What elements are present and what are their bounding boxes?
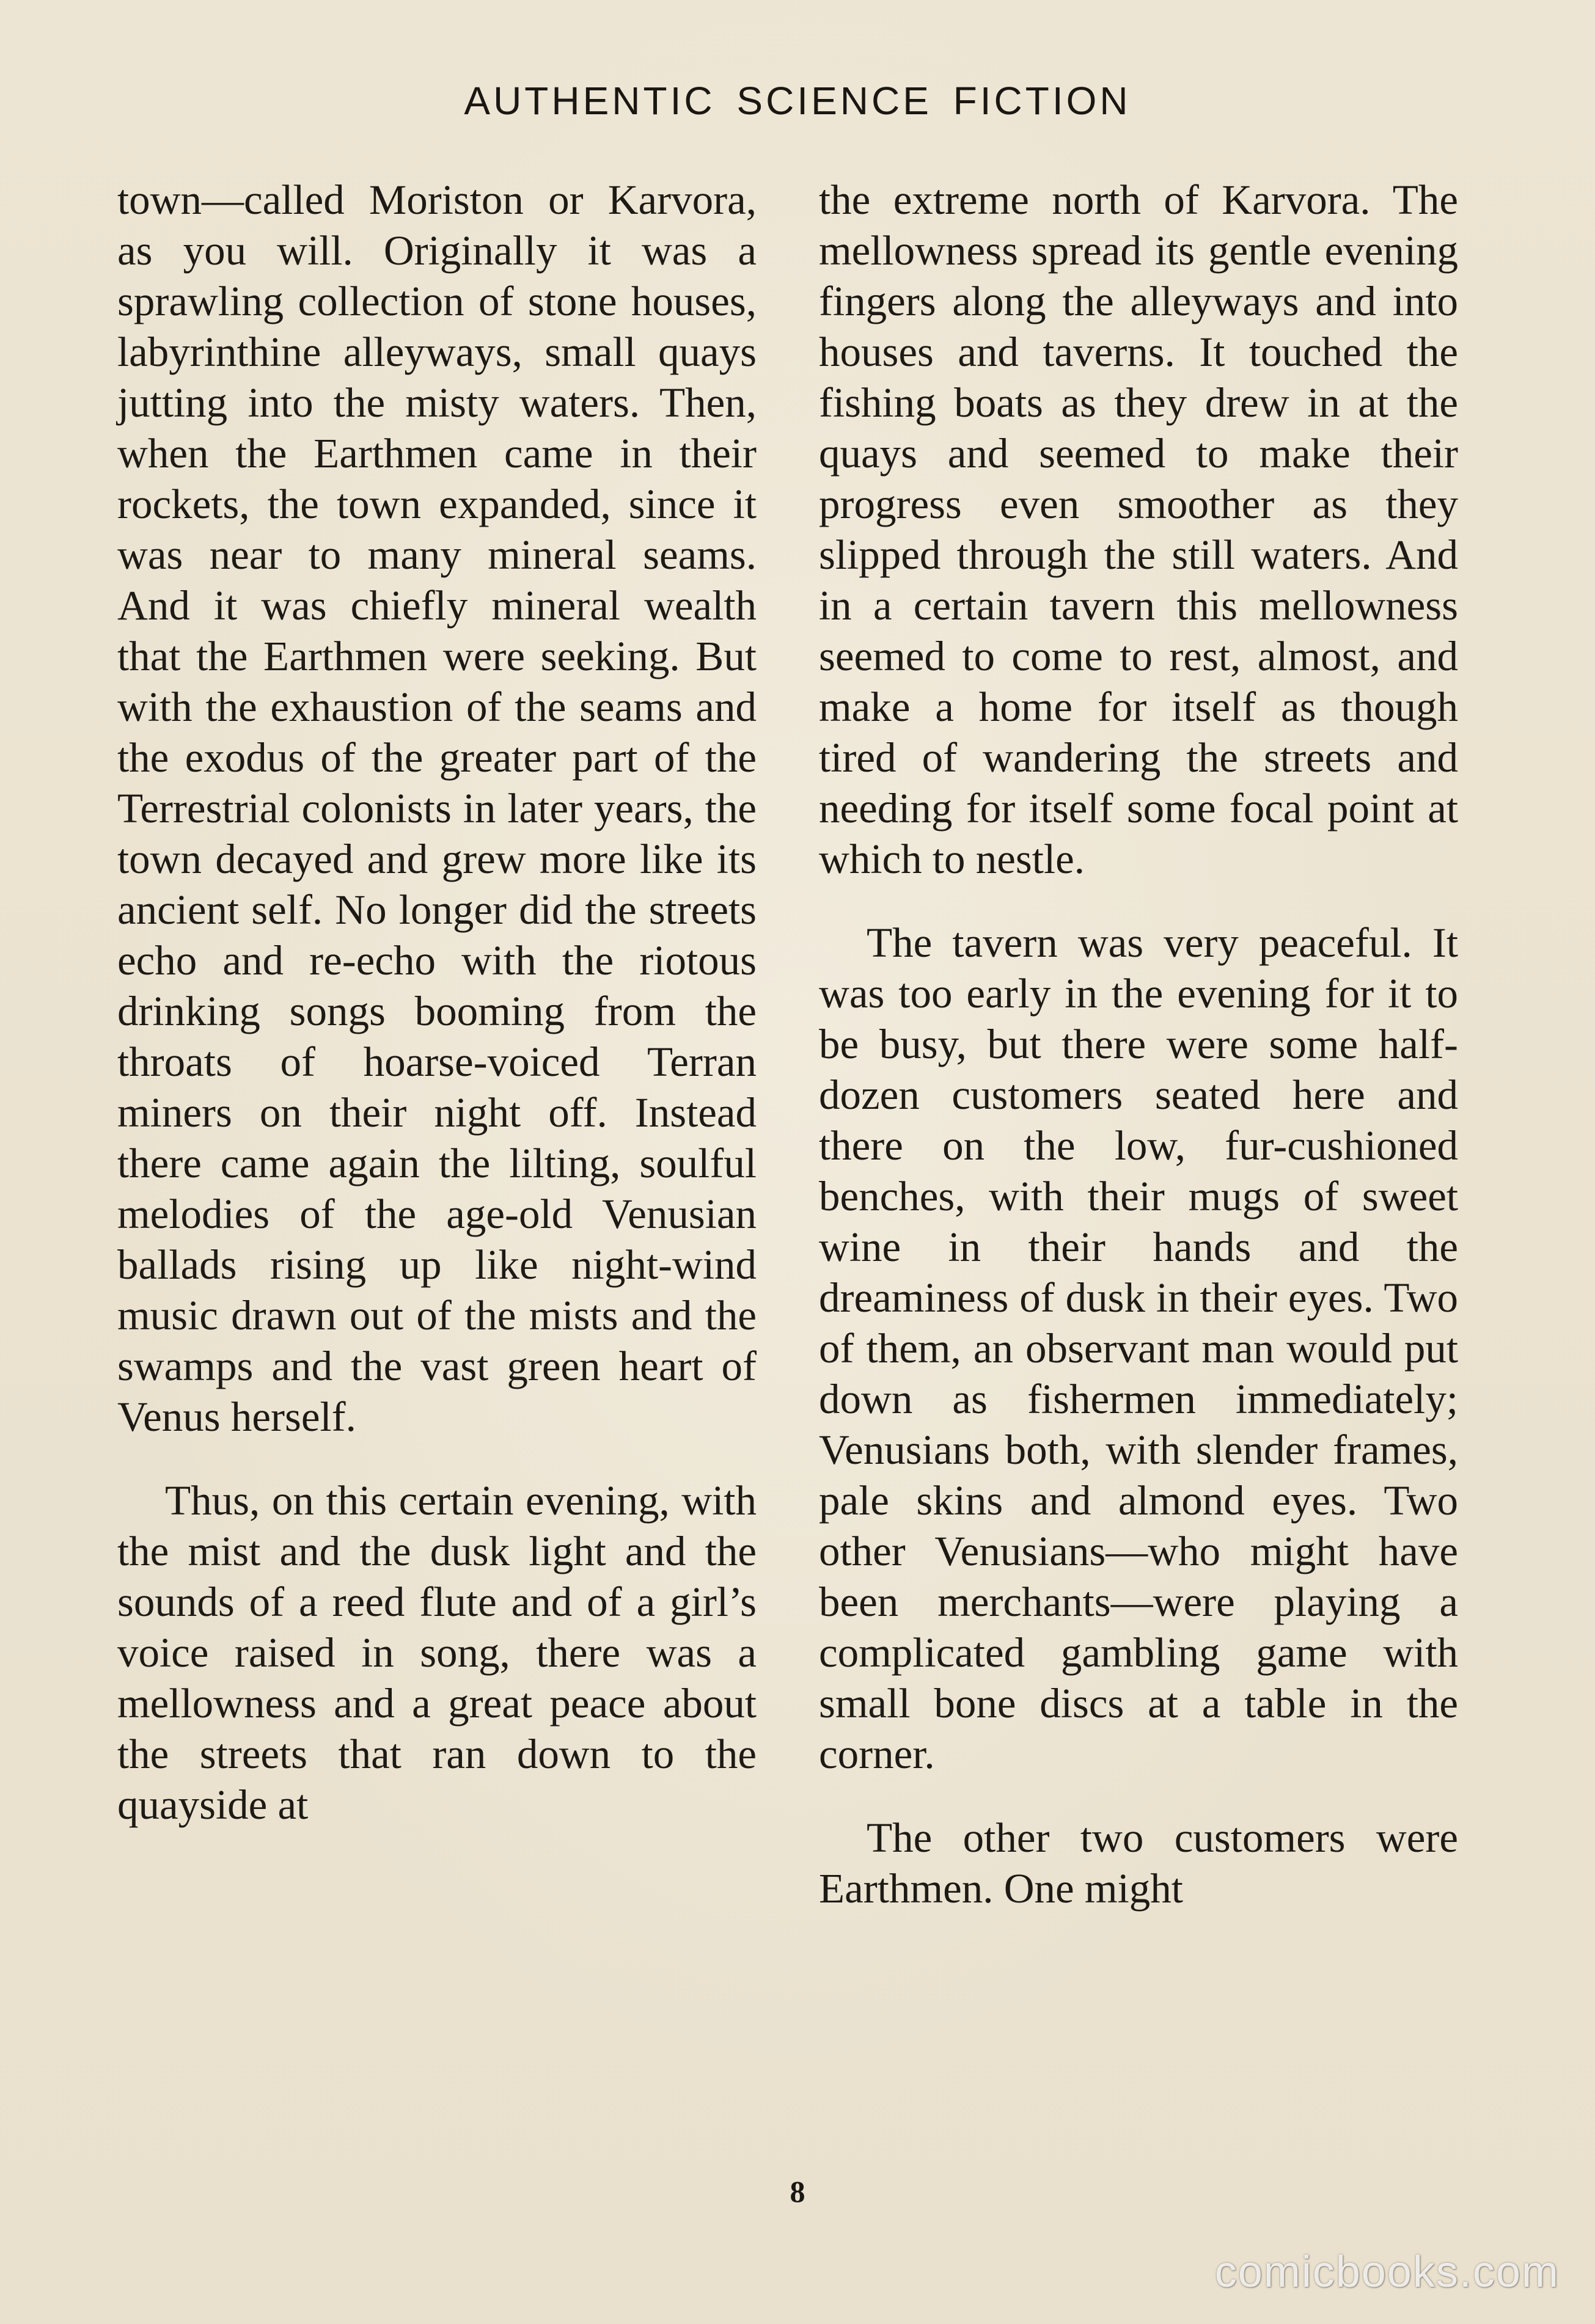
paragraph: town—called Moriston or Karvora, as you will. Originally it was a sprawling collection of stone houses, labyrinthine alleyways, small quays jutting into the misty waters. Then, when the Earthmen came in their rockets, the town expanded, since it was near to many mineral seams. And it was chiefly mineral wealth that the Earthmen were seeking. But with the exhaustion of the seams and the exodus of the greater part of the Terrestrial colonists in later years, the town decayed and grew more like its ancient self. No longer did the streets echo and re-echo with the riotous drinking songs booming from the throats of hoarse-voiced Terran miners on their night off. Instead there came again the lilting, soulful melodies of the age-old Venusian ballads rising up like night-wind music drawn out of the mists and the swamps and the vast green heart of Venus herself. (117, 177, 757, 1440)
page-number: 8 (790, 2174, 805, 2209)
paragraph: Thus, on this certain evening, with the mist and the dusk light and the sounds of a reed flute and of a girl’s voice raised in song, there was a mellowness and a great peace about the streets that ran down to the quayside at (117, 1477, 757, 1828)
running-head-title: AUTHENTIC SCIENCE FICTION (464, 79, 1131, 123)
paragraph: The tavern was very peaceful. It was too early in the evening for it to be busy, but there were some half-dozen customers seated here and there on the low, fur-cushioned benches, with their mugs of sweet wine in their hands and the dreaminess of dusk in their eyes. Two of them, an observant man would put down as fishermen immediately; Venusians both, with slender frames, pale skins and almond eyes. Two other Venusians—who might have been merchants—were playing a complicated gambling game with small bone discs at a table in the corner. (819, 919, 1458, 1777)
text-column-left (117, 175, 757, 1830)
text-column-right (819, 175, 1458, 1914)
paragraph: The other two customers were Earthmen. One might (819, 1814, 1458, 1912)
paragraph: the extreme north of Karvora. The mellowness spread its gentle evening fingers along the alleyways and into houses and taverns. It touched the fishing boats as they drew in at the quays and seemed to make their progress even smoother as they slipped through the still waters. And in a certain tavern this mellowness seemed to come to rest, almost, and make a home for itself as though tired of wandering the streets and needing for itself some focal point at which to nestle. (819, 177, 1458, 882)
source-watermark: comicbooks.com (1214, 2248, 1560, 2297)
